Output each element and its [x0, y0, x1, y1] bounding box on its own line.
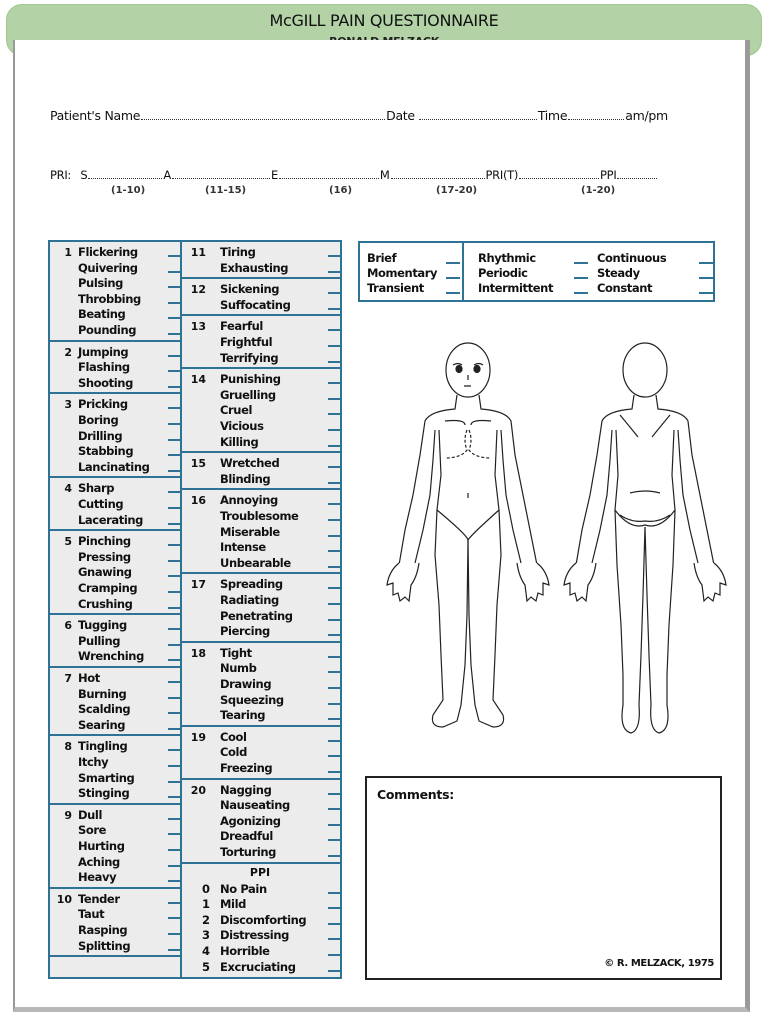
- group-number: 18: [190, 646, 206, 660]
- temporal-checkbox-line[interactable]: [574, 292, 588, 294]
- descriptor-word[interactable]: Aching: [78, 854, 120, 869]
- front-right-eye: [474, 366, 480, 373]
- descriptor-word[interactable]: Miserable: [220, 524, 280, 539]
- descriptor-word[interactable]: Tender: [78, 891, 120, 906]
- descriptor-checkbox-line[interactable]: [328, 329, 342, 331]
- back-left-arm-inner: [592, 430, 612, 563]
- descriptor-word[interactable]: Drilling: [78, 428, 123, 443]
- pri-score-line: [50, 168, 658, 182]
- descriptor-word[interactable]: Pounding: [78, 323, 137, 337]
- temporal-checkbox-line[interactable]: [446, 292, 460, 294]
- descriptor-checkbox-line[interactable]: [328, 345, 342, 347]
- descriptor-word[interactable]: Pinching: [78, 534, 131, 549]
- descriptor-checkbox-line[interactable]: [328, 634, 342, 636]
- descriptor-word[interactable]: Exhausting: [220, 260, 289, 275]
- temporal-word[interactable]: Rhythmic: [478, 251, 536, 265]
- pri-a-range: (11-15): [205, 185, 247, 196]
- group-number: 4: [64, 482, 72, 496]
- descriptor-word[interactable]: Torturing: [220, 844, 277, 859]
- group-number: 7: [64, 672, 72, 685]
- descriptor-group-12: [180, 279, 340, 316]
- descriptor-word[interactable]: Scalding: [78, 702, 131, 717]
- descriptor-group-6: [50, 615, 180, 668]
- group-number: 6: [64, 619, 72, 633]
- ppi-option[interactable]: Horrible: [220, 943, 270, 958]
- descriptor-group-18: [180, 643, 340, 727]
- group-number: 12: [190, 283, 206, 297]
- patient-info-line: [50, 108, 668, 123]
- descriptor-word[interactable]: Tingling: [78, 739, 128, 754]
- descriptor-word[interactable]: Annoying: [220, 493, 278, 508]
- ppi-checkbox-line[interactable]: [328, 938, 342, 940]
- descriptor-word[interactable]: Suffocating: [220, 297, 291, 312]
- descriptor-word[interactable]: Taut: [78, 907, 105, 922]
- descriptor-group-16: [180, 490, 340, 574]
- descriptor-checkbox-line[interactable]: [328, 793, 342, 795]
- temporal-checkbox-line[interactable]: [446, 277, 460, 279]
- descriptor-checkbox-line[interactable]: [328, 755, 342, 757]
- ppi-label: PPI: [600, 168, 617, 182]
- descriptor-word[interactable]: Stabbing: [78, 444, 134, 459]
- descriptor-checkbox-line[interactable]: [328, 255, 342, 257]
- comments-box[interactable]: [365, 776, 722, 980]
- descriptor-word[interactable]: Hot: [78, 671, 100, 685]
- descriptor-word[interactable]: Intense: [220, 540, 266, 555]
- descriptor-word[interactable]: Throbbing: [78, 291, 141, 306]
- group-number: 17: [190, 578, 206, 592]
- ppi-option[interactable]: Distressing: [220, 928, 289, 943]
- copyright-text: © R. MELZACK, 1975: [604, 958, 714, 969]
- descriptor-checkbox-line[interactable]: [328, 413, 342, 415]
- descriptor-checkbox-line[interactable]: [328, 361, 342, 363]
- descriptor-word[interactable]: Lacerating: [78, 512, 143, 527]
- body-diagram: [375, 335, 730, 745]
- descriptor-group-5: [50, 531, 180, 615]
- descriptor-checkbox-line[interactable]: [328, 445, 342, 447]
- descriptor-word[interactable]: Killing: [220, 434, 259, 449]
- descriptor-checkbox-line[interactable]: [328, 271, 342, 273]
- descriptor-checkbox-line[interactable]: [328, 535, 342, 537]
- group-number: 15: [190, 457, 206, 471]
- front-left-arm-inner: [415, 430, 435, 563]
- ppi-checkbox-line[interactable]: [328, 954, 342, 956]
- group-number: 3: [64, 398, 72, 412]
- descriptor-checkbox-line[interactable]: [328, 482, 342, 484]
- back-head[interactable]: [623, 343, 667, 397]
- descriptor-word[interactable]: Crushing: [78, 596, 133, 611]
- descriptor-word[interactable]: Piercing: [220, 624, 270, 639]
- ppi-number: 2: [202, 912, 210, 927]
- pri-s-range: (1-10): [111, 185, 146, 196]
- back-right-arm-inner: [678, 430, 698, 563]
- descriptor-word[interactable]: Heavy: [78, 870, 117, 885]
- descriptor-word[interactable]: Drawing: [220, 676, 272, 691]
- time-label: Time: [537, 108, 568, 123]
- date-label: Date: [386, 108, 415, 123]
- descriptor-word[interactable]: Nagging: [220, 782, 272, 797]
- temporal-word[interactable]: Continuous: [597, 251, 667, 265]
- ppi-number: 3: [202, 928, 210, 943]
- descriptor-word[interactable]: Quivering: [78, 260, 138, 275]
- descriptor-checkbox-line[interactable]: [328, 703, 342, 705]
- temporal-word[interactable]: Intermittent: [478, 281, 554, 295]
- front-right-leg[interactable]: [468, 510, 504, 727]
- descriptor-word[interactable]: Jumping: [78, 344, 129, 359]
- descriptor-word[interactable]: Gruelling: [220, 387, 276, 402]
- descriptor-checkbox-line[interactable]: [328, 839, 342, 841]
- descriptor-word[interactable]: Agonizing: [220, 813, 281, 828]
- descriptor-group-2: [50, 342, 180, 395]
- ppi-number: 4: [202, 943, 210, 958]
- descriptor-word[interactable]: Nauseating: [220, 798, 290, 813]
- ppi-option[interactable]: Excruciating: [220, 959, 296, 974]
- descriptor-group-15: [180, 453, 340, 490]
- front-head[interactable]: [446, 343, 490, 397]
- pri-m-label: M: [379, 168, 390, 182]
- ppi-option[interactable]: Mild: [220, 897, 246, 912]
- descriptor-word[interactable]: Gnawing: [78, 565, 132, 580]
- ppi-number: 1: [202, 897, 210, 912]
- descriptor-word[interactable]: Wrenching: [78, 649, 144, 664]
- pri-label: PRI:: [50, 168, 71, 182]
- front-left-hand[interactable]: [387, 563, 419, 601]
- descriptor-column-right: [180, 242, 340, 977]
- descriptor-checkbox-line[interactable]: [328, 687, 342, 689]
- descriptor-word[interactable]: Tiring: [220, 245, 256, 259]
- descriptor-word[interactable]: Lancinating: [78, 459, 150, 474]
- descriptor-checkbox-line[interactable]: [328, 429, 342, 431]
- descriptor-checkbox-line[interactable]: [328, 566, 342, 568]
- ppi-checkbox-line[interactable]: [328, 970, 342, 972]
- pri-m-field[interactable]: [391, 177, 485, 179]
- descriptor-checkbox-line[interactable]: [328, 740, 342, 742]
- descriptor-group-4: [50, 478, 180, 531]
- descriptor-word[interactable]: Beating: [78, 307, 126, 322]
- descriptor-word[interactable]: Cold: [220, 745, 247, 760]
- front-left-eye: [456, 366, 462, 373]
- descriptor-word[interactable]: Tight: [220, 645, 252, 660]
- descriptor-word[interactable]: Shooting: [78, 375, 133, 390]
- descriptor-word[interactable]: Dreadful: [220, 829, 273, 844]
- descriptor-word[interactable]: Tearing: [220, 708, 266, 723]
- pri-e-range: (16): [329, 185, 353, 196]
- descriptor-word[interactable]: Terrifying: [220, 350, 279, 365]
- ppi-option[interactable]: Discomforting: [220, 912, 307, 927]
- ppi-option[interactable]: No Pain: [220, 881, 267, 896]
- back-lower-lines: [620, 491, 670, 521]
- time-field[interactable]: [568, 118, 624, 120]
- descriptor-checkbox-line[interactable]: [328, 656, 342, 658]
- back-right-hand[interactable]: [694, 563, 726, 601]
- descriptor-word[interactable]: Cruel: [220, 403, 253, 418]
- pri-a-label: A: [163, 168, 171, 182]
- ppi-number: 5: [202, 959, 210, 974]
- descriptor-checkbox-line[interactable]: [328, 503, 342, 505]
- pri-e-label: E: [270, 168, 278, 182]
- descriptor-group-20: [180, 780, 340, 864]
- descriptor-word[interactable]: Pulling: [78, 633, 121, 648]
- descriptor-word[interactable]: Searing: [78, 717, 126, 732]
- descriptor-group-3: [50, 394, 180, 478]
- pri-total-range: (1-20): [581, 185, 616, 196]
- descriptor-checkbox-line[interactable]: [328, 671, 342, 673]
- descriptor-checkbox-line[interactable]: [328, 824, 342, 826]
- descriptor-word[interactable]: Pulsing: [78, 276, 123, 291]
- ppi-field[interactable]: [617, 177, 657, 179]
- descriptor-checkbox-line[interactable]: [328, 466, 342, 468]
- ampm-label: am/pm: [625, 108, 668, 123]
- descriptor-word[interactable]: Tugging: [78, 618, 127, 633]
- descriptor-checkbox-line[interactable]: [328, 398, 342, 400]
- group-number: 19: [190, 730, 206, 744]
- front-torso[interactable]: [437, 430, 499, 540]
- front-collarbone: [445, 421, 491, 426]
- descriptor-word[interactable]: Numb: [220, 661, 257, 676]
- temporal-word[interactable]: Brief: [367, 251, 397, 265]
- descriptor-checkbox-line[interactable]: [328, 382, 342, 384]
- descriptor-word[interactable]: Sickening: [220, 282, 280, 297]
- descriptor-checkbox-line[interactable]: [328, 519, 342, 521]
- pri-s-field[interactable]: [88, 177, 162, 179]
- back-left-leg[interactable]: [615, 510, 645, 733]
- descriptor-checkbox-line[interactable]: [328, 587, 342, 589]
- pri-s-label: S: [80, 168, 88, 182]
- group-number: 5: [64, 535, 72, 549]
- descriptor-checkbox-line[interactable]: [328, 308, 342, 310]
- group-number: 11: [190, 246, 206, 259]
- pain-descriptor-table: [48, 240, 342, 979]
- front-body-figure[interactable]: [387, 343, 549, 727]
- group-number: 8: [64, 740, 72, 754]
- temporal-checkbox-line[interactable]: [699, 262, 713, 264]
- group-number: 14: [190, 373, 206, 387]
- descriptor-word[interactable]: Vicious: [220, 418, 264, 433]
- group-number: 16: [190, 494, 206, 508]
- descriptor-word[interactable]: Cool: [220, 729, 247, 744]
- descriptor-word[interactable]: Fearful: [220, 319, 263, 334]
- descriptor-checkbox-line[interactable]: [328, 603, 342, 605]
- descriptor-word[interactable]: Dull: [78, 807, 103, 822]
- descriptor-word[interactable]: Radiating: [220, 592, 279, 607]
- date-field[interactable]: [419, 118, 537, 120]
- temporal-word[interactable]: Constant: [597, 281, 653, 295]
- descriptor-word[interactable]: Troublesome: [220, 508, 299, 523]
- descriptor-word[interactable]: Flickering: [78, 245, 138, 259]
- pri-a-field[interactable]: [172, 177, 270, 179]
- temporal-word[interactable]: Momentary: [367, 266, 438, 280]
- back-torso[interactable]: [615, 430, 675, 526]
- descriptor-word[interactable]: Rasping: [78, 922, 128, 937]
- ppi-number: 0: [202, 881, 210, 896]
- descriptor-word[interactable]: Pricking: [78, 397, 128, 412]
- temporal-checkbox-line[interactable]: [446, 262, 460, 264]
- descriptor-word[interactable]: Cramping: [78, 580, 138, 595]
- front-right-arm-inner: [501, 430, 521, 563]
- group-number: 10: [56, 892, 72, 906]
- descriptor-word[interactable]: Spreading: [220, 577, 283, 592]
- front-right-hand[interactable]: [517, 563, 549, 601]
- temporal-checkbox-line[interactable]: [574, 262, 588, 264]
- temporal-checkbox-line[interactable]: [574, 277, 588, 279]
- descriptor-word[interactable]: Blinding: [220, 471, 271, 486]
- descriptor-group-7: [50, 668, 180, 736]
- ppi-heading: PPI: [249, 865, 271, 879]
- descriptor-word[interactable]: Unbearable: [220, 555, 291, 570]
- descriptor-group-8: [50, 736, 180, 804]
- descriptor-word[interactable]: Punishing: [220, 372, 281, 387]
- back-body-figure[interactable]: [564, 343, 726, 733]
- descriptor-checkbox-line[interactable]: [328, 771, 342, 773]
- pri-total-label: PRI(T): [485, 168, 519, 182]
- descriptor-word[interactable]: Stinging: [78, 786, 130, 801]
- pri-m-range: (17-20): [436, 185, 478, 196]
- comments-label: Comments:: [377, 787, 454, 802]
- descriptor-checkbox-line[interactable]: [328, 619, 342, 621]
- descriptor-word[interactable]: Smarting: [78, 770, 135, 785]
- pri-total-field[interactable]: [519, 177, 599, 179]
- descriptor-word[interactable]: Splitting: [78, 938, 131, 953]
- descriptor-group-13: [180, 316, 340, 369]
- temporal-divider: [462, 243, 464, 300]
- temporal-word[interactable]: Steady: [597, 266, 640, 280]
- descriptor-column-left: [50, 242, 182, 977]
- descriptor-group-17: [180, 574, 340, 642]
- page-title: McGILL PAIN QUESTIONNAIRE: [269, 11, 499, 30]
- patient-name-label: Patient's Name: [50, 108, 141, 123]
- descriptor-checkbox-line[interactable]: [328, 808, 342, 810]
- ppi-group: [180, 864, 340, 977]
- descriptor-group-10: [50, 889, 180, 957]
- descriptor-group-11: [180, 242, 340, 279]
- ppi-checkbox-line[interactable]: [328, 923, 342, 925]
- descriptor-word[interactable]: Cutting: [78, 496, 124, 511]
- descriptor-group-14: [180, 369, 340, 453]
- descriptor-group-1: [50, 242, 180, 342]
- descriptor-word[interactable]: Boring: [78, 412, 119, 427]
- group-number: 1: [64, 246, 72, 259]
- descriptor-group-19: [180, 727, 340, 780]
- back-right-leg[interactable]: [645, 510, 675, 733]
- descriptor-checkbox-line[interactable]: [328, 855, 342, 857]
- group-number: 9: [64, 808, 72, 822]
- descriptor-checkbox-line[interactable]: [328, 550, 342, 552]
- temporal-word[interactable]: Periodic: [478, 266, 528, 280]
- ppi-checkbox-line[interactable]: [328, 892, 342, 894]
- descriptor-word[interactable]: Penetrating: [220, 608, 293, 623]
- group-number: 2: [64, 345, 72, 359]
- descriptor-word[interactable]: Pressing: [78, 549, 131, 564]
- descriptor-checkbox-line[interactable]: [328, 292, 342, 294]
- descriptor-word[interactable]: Squeezing: [220, 692, 284, 707]
- descriptor-word[interactable]: Flashing: [78, 360, 130, 375]
- pri-e-field[interactable]: [279, 177, 379, 179]
- descriptor-group-9: [50, 805, 180, 889]
- temporal-checkbox-line[interactable]: [699, 277, 713, 279]
- descriptor-word[interactable]: Frightful: [220, 334, 273, 349]
- descriptor-word[interactable]: Itchy: [78, 754, 109, 769]
- descriptor-word[interactable]: Hurting: [78, 838, 125, 853]
- back-shoulder-blades: [620, 415, 670, 437]
- group-number: 20: [190, 783, 206, 797]
- descriptor-word[interactable]: Burning: [78, 686, 127, 701]
- ppi-checkbox-line[interactable]: [328, 907, 342, 909]
- descriptor-word[interactable]: Freezing: [220, 760, 273, 775]
- descriptor-word[interactable]: Sharp: [78, 481, 115, 496]
- front-left-leg[interactable]: [432, 510, 468, 727]
- temporal-pattern-box: [358, 241, 715, 302]
- descriptor-checkbox-line[interactable]: [328, 718, 342, 720]
- temporal-checkbox-line[interactable]: [699, 292, 713, 294]
- back-left-hand[interactable]: [564, 563, 596, 601]
- descriptor-word[interactable]: Wretched: [220, 456, 280, 471]
- temporal-word[interactable]: Transient: [367, 281, 424, 295]
- group-number: 13: [190, 320, 206, 334]
- patient-name-field[interactable]: [141, 118, 385, 120]
- front-chest-lines: [445, 430, 491, 458]
- descriptor-word[interactable]: Sore: [78, 823, 107, 838]
